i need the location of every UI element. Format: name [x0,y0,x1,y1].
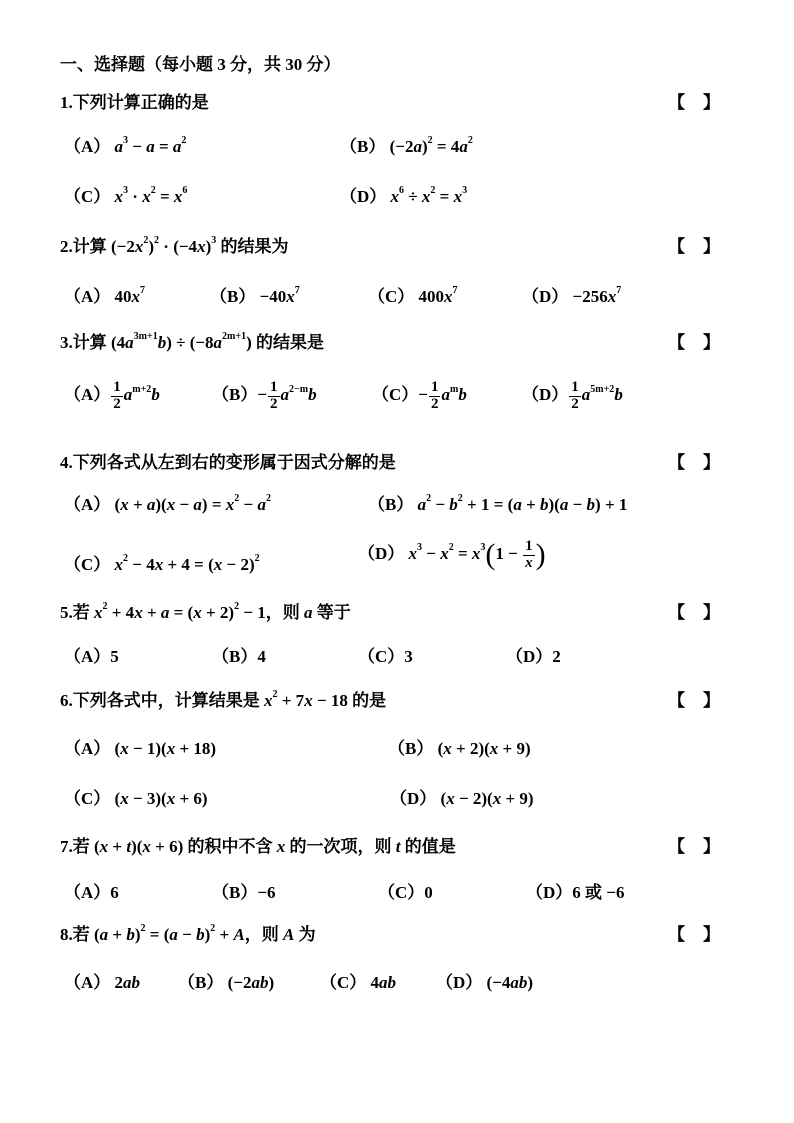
q4-option-c[interactable]: （C） $x^2 - 4x + 4 = (x - 2)^2$ [64,553,260,574]
q5-option-a[interactable]: （A）5 [64,647,119,666]
answer-bracket-3[interactable]: 【 】 [668,333,720,352]
section-title: 一、选择题（每小题 3 分，共 30 分） [60,55,341,74]
q6-option-a[interactable]: （A） (x − 1)(x + 18) [64,739,217,758]
fraction-one-half: $\frac{1}{2}$ [571,379,579,412]
question-7-stem: 7.若 (x + t)(x + 6) 的积中不含 x 的一次项，则 t 的值是 [60,837,456,856]
q3-option-c[interactable]: （C）− $\frac{1}{2}$ $a^mb$ [372,379,467,412]
fraction-one-half: $\frac{1}{2}$ [113,379,121,412]
q5-option-c[interactable]: （C）3 [358,647,413,666]
q3-option-b[interactable]: （B）− $\frac{1}{2}$ $a^{2-m}b$ [212,379,317,412]
question-4-stem: 4.下列各式从左到右的变形属于因式分解的是 [60,453,396,472]
answer-bracket-6[interactable]: 【 】 [668,691,720,710]
q7-option-b[interactable]: （B）−6 [212,883,276,902]
q2-option-a[interactable]: （A） $40x^7$ [64,285,146,306]
q8-option-d[interactable]: （D） (−4ab) [436,973,534,992]
q6-option-d[interactable]: （D） (x − 2)(x + 9) [390,789,534,808]
q8-option-b[interactable]: （B） (−2ab) [178,973,275,992]
question-2-stem: 2.计算 $(-2x^2)^2 \cdot (-4x)^3$ 的结果为 [60,235,289,256]
q1-option-c[interactable]: （C） $x^3 \cdot x^2 = x^6$ [64,185,188,206]
answer-bracket-8[interactable]: 【 】 [668,925,720,944]
q6-option-b[interactable]: （B） (x + 2)(x + 9) [388,739,531,758]
fraction-one-over-x: $\frac{1}{x}$ [525,537,533,571]
q4-option-b[interactable]: （B） $a^2 - b^2 + 1 = (a + b)(a - b) + 1$ [368,493,628,514]
question-1-stem: 1.下列计算正确的是 [60,93,209,112]
q6-option-c[interactable]: （C） (x − 3)(x + 6) [64,789,208,808]
question-8-stem: 8.若 $(a + b)^2 = (a - b)^2 + A$，则 A 为 [60,923,316,944]
answer-bracket-5[interactable]: 【 】 [668,603,720,622]
q4-option-d[interactable]: （D） $x^3 - x^2 = x^3(1$ − $\frac{1}{x}$ ) [358,537,546,571]
q5-option-d[interactable]: （D）2 [506,647,561,666]
q2-option-c[interactable]: （C） $400x^7$ [368,285,458,306]
question-5-stem: 5.若 $x^2 + 4x + a = (x + 2)^2 - 1$，则 a 等于 [60,601,351,622]
answer-bracket-2[interactable]: 【 】 [668,237,720,256]
q7-option-a[interactable]: （A）6 [64,883,119,902]
fraction-one-half: $\frac{1}{2}$ [270,379,278,412]
q1-option-d[interactable]: （D） $x^6 \div x^2 = x^3$ [340,185,468,206]
q4-option-a[interactable]: （A） $(x + a)(x - a) = x^2 - a^2$ [64,493,271,514]
answer-bracket-7[interactable]: 【 】 [668,837,720,856]
q3-option-a[interactable]: （A） $\frac{1}{2}$ $a^{m+2}b$ [64,379,160,412]
q2-option-d[interactable]: $(D) -256x^7$ [522,285,622,306]
fraction-one-half: $\frac{1}{2}$ [430,379,439,412]
q2-option-b[interactable]: $(B) -40x^7$ [210,285,300,306]
q1-option-a[interactable]: （A） $a^3 - a = a^2$ [64,135,187,156]
question-3-stem: 3.计算 $(4a^{3m+1}b) \div (-8a^{2m+1})$ 的结果是 [60,331,324,352]
q8-option-a[interactable]: （A） 2ab [64,973,141,992]
q5-option-b[interactable]: （B）4 [212,647,266,666]
answer-bracket-1[interactable]: 【 】 [668,93,720,112]
q1-option-b[interactable]: （B） $(-2a)^2 = 4a^2$ [340,135,473,156]
q8-option-c[interactable]: （C） 4ab [320,973,397,992]
q7-option-d[interactable]: （D）6 或 −6 [526,883,625,902]
question-6-stem: 6.下列各式中，计算结果是 $x^2 + 7x - 18$ 的是 [60,689,387,710]
q3-option-d[interactable]: （D） $\frac{1}{2}$ $a^{5m+2}b$ [522,379,623,412]
q7-option-c[interactable]: （C）0 [378,883,433,902]
answer-bracket-4[interactable]: 【 】 [668,453,720,472]
